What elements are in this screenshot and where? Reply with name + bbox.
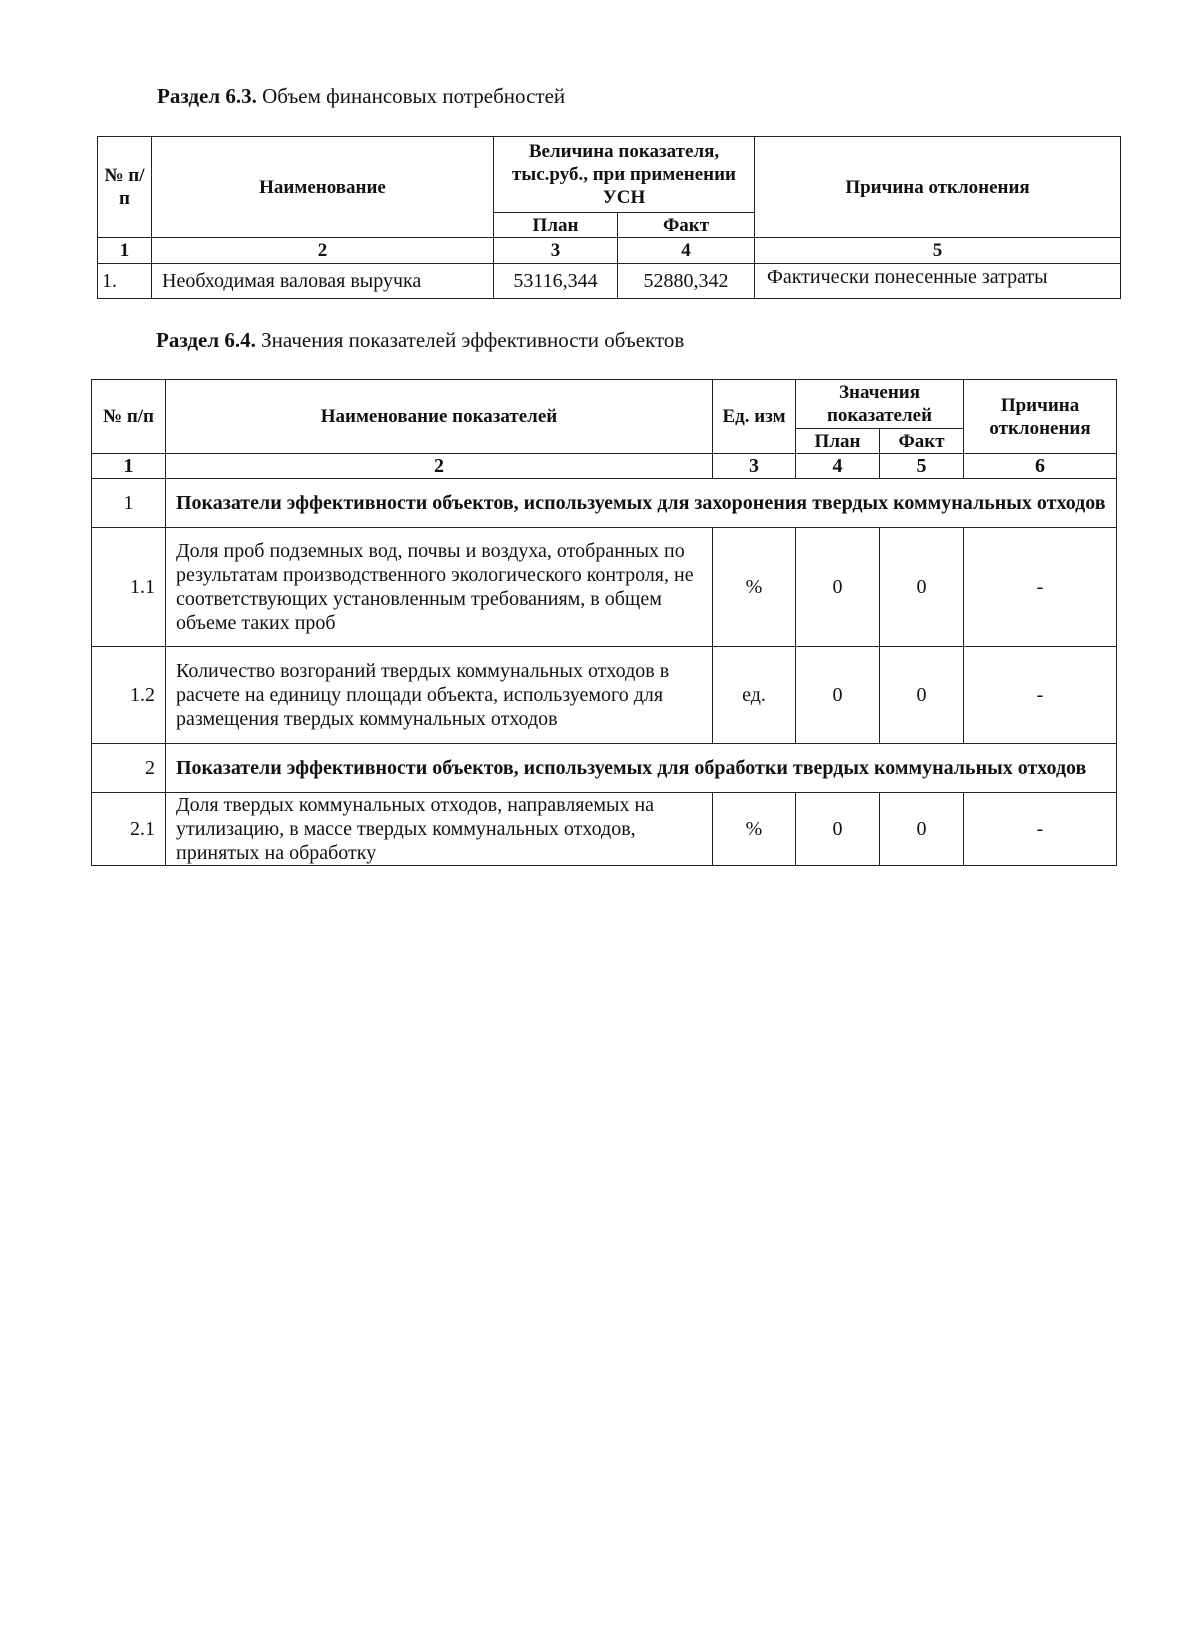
section-6-3-heading-title: Объем финансовых потребностей bbox=[256, 84, 566, 108]
column-number: 1 bbox=[98, 238, 152, 264]
header-name: Наименование bbox=[152, 137, 494, 238]
column-number: 3 bbox=[494, 238, 618, 264]
row-fact: 0 bbox=[880, 528, 964, 647]
group-title: Показатели эффективности объектов, используемых для захоронения твердых коммунальных отходов bbox=[166, 479, 1117, 528]
row-name: Доля проб подземных вод, почвы и воздуха, отобранных по результатам производственного экологического контроля, не соответствующих установленным требованиям, в общем объеме таких проб bbox=[166, 528, 713, 647]
header-reason: Причина отклонения bbox=[964, 380, 1117, 454]
row-unit: % bbox=[713, 793, 796, 866]
financial-needs-table bbox=[97, 136, 1121, 299]
group-row bbox=[92, 744, 1117, 793]
row-plan: 53116,344 bbox=[494, 264, 618, 299]
header-plan: План bbox=[494, 213, 618, 238]
row-name: Необходимая валовая выручка bbox=[152, 264, 494, 299]
column-number: 4 bbox=[618, 238, 755, 264]
header-unit: Ед. изм bbox=[713, 380, 796, 454]
group-num: 1 bbox=[92, 479, 166, 528]
column-number: 4 bbox=[796, 454, 880, 479]
row-reason: - bbox=[964, 793, 1117, 866]
column-number: 2 bbox=[152, 238, 494, 264]
row-fact: 0 bbox=[880, 647, 964, 744]
group-title: Показатели эффективности объектов, используемых для обработки твердых коммунальных отходов bbox=[166, 744, 1117, 793]
row-name: Количество возгораний твердых коммунальных отходов в расчете на единицу площади объекта, используемого для размещения твердых коммунальных отходов bbox=[166, 647, 713, 744]
column-number: 1 bbox=[92, 454, 166, 479]
row-plan: 0 bbox=[796, 647, 880, 744]
header-plan: План bbox=[796, 429, 880, 454]
header-num: № п/п bbox=[98, 137, 152, 238]
column-number: 3 bbox=[713, 454, 796, 479]
column-number: 2 bbox=[166, 454, 713, 479]
row-unit: % bbox=[713, 528, 796, 647]
group-num: 2 bbox=[92, 744, 166, 793]
section-6-3-heading bbox=[157, 84, 565, 109]
header-num: № п/п bbox=[92, 380, 166, 454]
table-row bbox=[92, 793, 1117, 866]
row-reason: Фактически понесенные затраты bbox=[755, 264, 1121, 299]
header-name: Наименование показателей bbox=[166, 380, 713, 454]
row-num: 1. bbox=[98, 264, 152, 299]
header-fact: Факт bbox=[618, 213, 755, 238]
row-num: 1.2 bbox=[92, 647, 166, 744]
header-reason: Причина отклонения bbox=[755, 137, 1121, 238]
group-row bbox=[92, 479, 1117, 528]
row-reason: - bbox=[964, 528, 1117, 647]
table-row bbox=[98, 264, 1121, 299]
table-row bbox=[92, 528, 1117, 647]
row-num: 2.1 bbox=[92, 793, 166, 866]
section-6-3-heading-number: Раздел 6.3. bbox=[157, 84, 257, 108]
row-num: 1.1 bbox=[92, 528, 166, 647]
header-fact: Факт bbox=[880, 429, 964, 454]
header-value: Величина показателя, тыс.руб., при применении УСН bbox=[494, 137, 755, 213]
column-number: 5 bbox=[755, 238, 1121, 264]
header-values: Значения показателей bbox=[796, 380, 964, 429]
row-plan: 0 bbox=[796, 528, 880, 647]
row-fact: 0 bbox=[880, 793, 964, 866]
column-number: 5 bbox=[880, 454, 964, 479]
row-fact: 52880,342 bbox=[618, 264, 755, 299]
table-row bbox=[92, 647, 1117, 744]
row-unit: ед. bbox=[713, 647, 796, 744]
row-plan: 0 bbox=[796, 793, 880, 866]
row-reason: - bbox=[964, 647, 1117, 744]
column-number-row bbox=[98, 238, 1121, 264]
row-name: Доля твердых коммунальных отходов, направляемых на утилизацию, в массе твердых коммунальных отходов, принятых на обработку bbox=[166, 793, 713, 866]
section-6-4-heading-number: Раздел 6.4. bbox=[156, 328, 256, 352]
section-6-4-heading bbox=[156, 328, 684, 353]
column-number: 6 bbox=[964, 454, 1117, 479]
efficiency-indicators-table bbox=[91, 379, 1117, 866]
column-number-row bbox=[92, 454, 1117, 479]
section-6-4-heading-title: Значения показателей эффективности объектов bbox=[255, 328, 685, 352]
